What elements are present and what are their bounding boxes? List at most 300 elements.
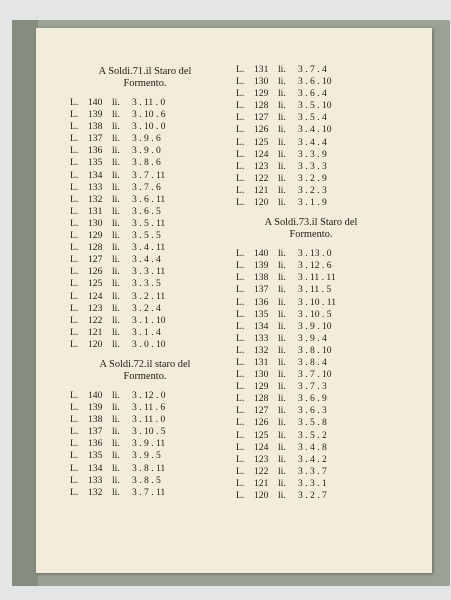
row-lire-mark: L. bbox=[236, 417, 245, 429]
row-li-mark: li. bbox=[112, 109, 120, 121]
row-price: 3 . 9 . 0 bbox=[132, 145, 161, 157]
table-row bbox=[236, 112, 386, 124]
table-row bbox=[236, 173, 386, 185]
row-li-mark: li. bbox=[112, 414, 120, 426]
row-price: 3 . 2 . 3 bbox=[298, 184, 327, 196]
row-quantity: 131 bbox=[254, 64, 269, 75]
row-li-mark: li. bbox=[278, 148, 286, 160]
row-price: 3 . 2 . 9 bbox=[298, 172, 327, 184]
row-lire-mark: L. bbox=[70, 426, 79, 438]
row-price: 3 . 11 . 0 bbox=[132, 414, 166, 426]
row-quantity: 139 bbox=[254, 260, 269, 272]
row-quantity: 131 bbox=[254, 356, 269, 368]
row-li-mark: li. bbox=[278, 429, 286, 441]
table-row bbox=[70, 438, 220, 450]
table-row bbox=[236, 161, 386, 173]
row-li-mark: li. bbox=[278, 88, 286, 100]
table-row bbox=[236, 381, 386, 393]
row-price: 3 . 1 . 10 bbox=[132, 314, 166, 326]
table-row bbox=[236, 197, 386, 209]
row-li-mark: li. bbox=[112, 302, 120, 314]
row-lire-mark: L. bbox=[70, 205, 79, 217]
row-price: 3 . 4 . 8 bbox=[298, 441, 327, 453]
row-lire-mark: L. bbox=[70, 193, 79, 205]
row-lire-mark: L. bbox=[236, 136, 245, 148]
row-li-mark: li. bbox=[112, 462, 120, 474]
row-quantity: 124 bbox=[88, 290, 103, 302]
row-li-mark: li. bbox=[278, 369, 286, 381]
row-price: 3 . 6 . 4 bbox=[298, 88, 327, 100]
row-quantity: 126 bbox=[254, 124, 269, 136]
section-heading bbox=[236, 217, 386, 241]
table-row bbox=[70, 475, 220, 487]
row-quantity: 140 bbox=[88, 389, 103, 401]
row-lire-mark: L. bbox=[236, 112, 245, 124]
row-price: 3 . 12 . 0 bbox=[132, 389, 166, 401]
row-price: 3 . 3 . 5 bbox=[132, 278, 161, 290]
row-quantity: 128 bbox=[88, 242, 103, 254]
row-li-mark: li. bbox=[112, 402, 120, 414]
row-price: 3 . 1 . 4 bbox=[132, 326, 161, 338]
row-price: 3 . 8 . 11 bbox=[132, 462, 166, 474]
row-li-mark: li. bbox=[278, 344, 286, 356]
row-price: 3 . 5 . 8 bbox=[298, 417, 327, 429]
row-quantity: 138 bbox=[88, 414, 103, 426]
row-price: 3 . 10 . 5 bbox=[298, 308, 332, 320]
row-li-mark: li. bbox=[278, 320, 286, 332]
row-price: 3 . 4 . 4 bbox=[132, 254, 161, 266]
row-li-mark: li. bbox=[278, 332, 286, 344]
row-li-mark: li. bbox=[112, 338, 120, 350]
row-li-mark: li. bbox=[112, 230, 120, 242]
row-li-mark: li. bbox=[278, 136, 286, 148]
left-column bbox=[70, 66, 220, 499]
row-quantity: 138 bbox=[254, 272, 269, 284]
row-lire-mark: L. bbox=[236, 184, 245, 196]
row-quantity: 129 bbox=[88, 230, 103, 242]
row-quantity: 127 bbox=[88, 254, 103, 266]
row-lire-mark: L. bbox=[70, 474, 79, 486]
section-heading-line2: Formento. bbox=[123, 78, 167, 89]
row-li-mark: li. bbox=[112, 426, 120, 438]
row-lire-mark: L. bbox=[236, 381, 245, 393]
row-quantity: 132 bbox=[88, 486, 103, 498]
row-li-mark: li. bbox=[112, 278, 120, 290]
row-lire-mark: L. bbox=[236, 64, 245, 75]
row-lire-mark: L. bbox=[236, 320, 245, 332]
row-quantity: 133 bbox=[254, 332, 269, 344]
row-lire-mark: L. bbox=[70, 133, 79, 145]
table-row bbox=[236, 260, 386, 272]
row-quantity: 132 bbox=[254, 344, 269, 356]
row-price: 3 . 6 . 11 bbox=[132, 193, 166, 205]
row-li-mark: li. bbox=[112, 169, 120, 181]
table-row bbox=[236, 284, 386, 296]
table-row bbox=[70, 291, 220, 303]
table-row bbox=[236, 272, 386, 284]
board-spine-shadow bbox=[12, 20, 38, 586]
row-quantity: 136 bbox=[254, 296, 269, 308]
row-price: 3 . 5 . 5 bbox=[132, 230, 161, 242]
table-row bbox=[236, 100, 386, 112]
row-quantity: 137 bbox=[88, 133, 103, 145]
row-lire-mark: L. bbox=[70, 157, 79, 169]
row-price: 3 . 8 . 5 bbox=[132, 474, 161, 486]
row-lire-mark: L. bbox=[236, 369, 245, 381]
table-row bbox=[236, 333, 386, 345]
row-price: 3 . 7 . 10 bbox=[298, 369, 332, 381]
row-quantity: 138 bbox=[88, 121, 103, 133]
table-row bbox=[236, 321, 386, 333]
row-quantity: 120 bbox=[254, 197, 269, 209]
row-price: 3 . 9 . 4 bbox=[298, 332, 327, 344]
table-row bbox=[236, 369, 386, 381]
row-price: 3 . 9 . 10 bbox=[298, 320, 332, 332]
row-price: 3 . 6 . 10 bbox=[298, 76, 332, 88]
row-quantity: 134 bbox=[88, 462, 103, 474]
row-price: 3 . 3 . 9 bbox=[298, 148, 327, 160]
section-heading-line1: A Soldi.71.il Staro del bbox=[98, 66, 192, 77]
row-lire-mark: L. bbox=[70, 169, 79, 181]
row-li-mark: li. bbox=[278, 64, 286, 75]
row-price: 3 . 9 . 11 bbox=[132, 438, 166, 450]
row-quantity: 135 bbox=[88, 450, 103, 462]
row-lire-mark: L. bbox=[236, 441, 245, 453]
row-price: 3 . 8 . 6 bbox=[132, 157, 161, 169]
table-row bbox=[70, 157, 220, 169]
row-quantity: 120 bbox=[254, 490, 269, 501]
table-row bbox=[70, 194, 220, 206]
row-price: 3 . 11 . 0 bbox=[132, 97, 166, 108]
row-li-mark: li. bbox=[278, 405, 286, 417]
row-price: 3 . 0 . 10 bbox=[132, 338, 166, 350]
row-lire-mark: L. bbox=[236, 405, 245, 417]
section-heading-line2: Formento. bbox=[123, 370, 167, 382]
table-row bbox=[236, 185, 386, 197]
row-price: 3 . 5 . 2 bbox=[298, 429, 327, 441]
row-price: 3 . 5 . 10 bbox=[298, 100, 332, 112]
row-price: 3 . 11 . 11 bbox=[298, 272, 336, 284]
table-row bbox=[236, 248, 386, 260]
row-quantity: 131 bbox=[88, 205, 103, 217]
table-row bbox=[236, 405, 386, 417]
row-price: 3 . 5 . 4 bbox=[298, 112, 327, 124]
table-row bbox=[70, 170, 220, 182]
table-row bbox=[236, 309, 386, 321]
row-quantity: 130 bbox=[88, 217, 103, 229]
row-lire-mark: L. bbox=[236, 453, 245, 465]
row-lire-mark: L. bbox=[70, 486, 79, 498]
row-lire-mark: L. bbox=[236, 148, 245, 160]
row-price: 3 . 3 . 7 bbox=[298, 465, 327, 477]
row-quantity: 130 bbox=[254, 369, 269, 381]
row-quantity: 125 bbox=[254, 136, 269, 148]
row-lire-mark: L. bbox=[70, 242, 79, 254]
row-quantity: 126 bbox=[88, 266, 103, 278]
row-lire-mark: L. bbox=[70, 230, 79, 242]
table-row bbox=[70, 463, 220, 475]
row-price: 3 . 11 . 6 bbox=[132, 402, 166, 414]
row-lire-mark: L. bbox=[236, 197, 245, 209]
row-lire-mark: L. bbox=[70, 145, 79, 157]
row-quantity: 139 bbox=[88, 109, 103, 121]
row-lire-mark: L. bbox=[236, 160, 245, 172]
row-li-mark: li. bbox=[278, 160, 286, 172]
row-li-mark: li. bbox=[278, 393, 286, 405]
row-li-mark: li. bbox=[278, 112, 286, 124]
row-quantity: 134 bbox=[88, 169, 103, 181]
row-price: 3 . 4 . 2 bbox=[298, 453, 327, 465]
row-price: 3 . 10 . 11 bbox=[298, 296, 337, 308]
table-row bbox=[70, 218, 220, 230]
table-row bbox=[236, 88, 386, 100]
row-quantity: 132 bbox=[88, 193, 103, 205]
row-price: 3 . 6 . 3 bbox=[298, 405, 327, 417]
row-quantity: 127 bbox=[254, 112, 269, 124]
section-heading bbox=[70, 359, 220, 383]
row-quantity: 137 bbox=[254, 284, 269, 296]
table-row bbox=[236, 297, 386, 309]
section-heading-line1: A Soldi.73.il Staro del bbox=[264, 217, 358, 229]
row-li-mark: li. bbox=[278, 417, 286, 429]
row-price: 3 . 7 . 11 bbox=[132, 169, 166, 181]
table-row bbox=[236, 478, 386, 490]
row-li-mark: li. bbox=[278, 308, 286, 320]
row-price: 3 . 1 . 9 bbox=[298, 197, 327, 209]
row-lire-mark: L. bbox=[236, 100, 245, 112]
table-row bbox=[70, 242, 220, 254]
row-price: 3 . 7 . 3 bbox=[298, 381, 327, 393]
table-row bbox=[236, 393, 386, 405]
row-quantity: 123 bbox=[88, 302, 103, 314]
table-row bbox=[70, 426, 220, 438]
row-quantity: 140 bbox=[254, 248, 269, 260]
row-li-mark: li. bbox=[278, 197, 286, 209]
row-quantity: 126 bbox=[254, 417, 269, 429]
row-price: 3 . 8 . 4 bbox=[298, 356, 327, 368]
row-li-mark: li. bbox=[278, 76, 286, 88]
row-lire-mark: L. bbox=[70, 338, 79, 350]
row-li-mark: li. bbox=[278, 441, 286, 453]
row-li-mark: li. bbox=[112, 242, 120, 254]
row-li-mark: li. bbox=[112, 217, 120, 229]
row-lire-mark: L. bbox=[236, 332, 245, 344]
row-price: 3 . 10 . 6 bbox=[132, 109, 166, 121]
table-row bbox=[236, 149, 386, 161]
row-quantity: 125 bbox=[254, 429, 269, 441]
row-lire-mark: L. bbox=[70, 450, 79, 462]
row-quantity: 121 bbox=[254, 477, 269, 489]
row-li-mark: li. bbox=[278, 465, 286, 477]
row-quantity: 122 bbox=[254, 465, 269, 477]
row-lire-mark: L. bbox=[70, 438, 79, 450]
row-lire-mark: L. bbox=[70, 462, 79, 474]
row-price: 3 . 5 . 11 bbox=[132, 217, 166, 229]
row-lire-mark: L. bbox=[70, 302, 79, 314]
table-row bbox=[70, 487, 220, 499]
row-lire-mark: L. bbox=[236, 477, 245, 489]
row-price: 3 . 8 . 10 bbox=[298, 344, 332, 356]
row-lire-mark: L. bbox=[70, 326, 79, 338]
row-lire-mark: L. bbox=[236, 248, 245, 260]
row-lire-mark: L. bbox=[70, 121, 79, 133]
table-row bbox=[70, 315, 220, 327]
table-row bbox=[236, 357, 386, 369]
row-lire-mark: L. bbox=[236, 490, 245, 501]
row-li-mark: li. bbox=[112, 205, 120, 217]
row-quantity: 121 bbox=[254, 184, 269, 196]
row-li-mark: li. bbox=[278, 490, 286, 501]
row-quantity: 125 bbox=[88, 278, 103, 290]
row-price: 3 . 7 . 4 bbox=[298, 64, 327, 75]
table-row bbox=[236, 345, 386, 357]
table-row bbox=[236, 442, 386, 454]
section-heading bbox=[70, 66, 220, 90]
row-quantity: 134 bbox=[254, 320, 269, 332]
row-li-mark: li. bbox=[278, 381, 286, 393]
row-quantity: 123 bbox=[254, 160, 269, 172]
row-quantity: 121 bbox=[88, 326, 103, 338]
row-lire-mark: L. bbox=[236, 393, 245, 405]
row-li-mark: li. bbox=[278, 184, 286, 196]
row-lire-mark: L. bbox=[236, 284, 245, 296]
section-heading-line2: Formento. bbox=[289, 229, 333, 241]
row-quantity: 137 bbox=[88, 426, 103, 438]
row-price: 3 . 2 . 11 bbox=[132, 290, 166, 302]
row-quantity: 136 bbox=[88, 145, 103, 157]
table-row bbox=[70, 182, 220, 194]
row-price: 3 . 2 . 7 bbox=[298, 490, 327, 501]
row-lire-mark: L. bbox=[236, 124, 245, 136]
row-quantity: 127 bbox=[254, 405, 269, 417]
table-row bbox=[236, 64, 386, 76]
row-price: 3 . 3 . 3 bbox=[298, 160, 327, 172]
row-li-mark: li. bbox=[278, 172, 286, 184]
row-quantity: 122 bbox=[88, 314, 103, 326]
table-row bbox=[70, 145, 220, 157]
right-column bbox=[236, 64, 386, 502]
row-lire-mark: L. bbox=[70, 97, 79, 108]
row-li-mark: li. bbox=[278, 356, 286, 368]
row-quantity: 133 bbox=[88, 474, 103, 486]
row-quantity: 139 bbox=[88, 402, 103, 414]
row-price: 3 . 10 . 5 bbox=[132, 426, 166, 438]
row-price: 3 . 11 . 5 bbox=[298, 284, 332, 296]
row-li-mark: li. bbox=[112, 193, 120, 205]
row-price: 3 . 3 . 1 bbox=[298, 477, 327, 489]
row-li-mark: li. bbox=[112, 121, 120, 133]
row-lire-mark: L. bbox=[70, 290, 79, 302]
table-row bbox=[70, 450, 220, 462]
row-lire-mark: L. bbox=[236, 344, 245, 356]
row-price: 3 . 2 . 4 bbox=[132, 302, 161, 314]
table-row bbox=[70, 230, 220, 242]
row-lire-mark: L. bbox=[70, 217, 79, 229]
row-li-mark: li. bbox=[112, 145, 120, 157]
row-lire-mark: L. bbox=[70, 181, 79, 193]
row-li-mark: li. bbox=[112, 486, 120, 498]
row-lire-mark: L. bbox=[236, 76, 245, 88]
row-price: 3 . 9 . 5 bbox=[132, 450, 161, 462]
row-lire-mark: L. bbox=[236, 272, 245, 284]
row-quantity: 128 bbox=[254, 393, 269, 405]
table-row bbox=[70, 339, 220, 351]
row-quantity: 133 bbox=[88, 181, 103, 193]
row-li-mark: li. bbox=[278, 296, 286, 308]
row-li-mark: li. bbox=[112, 450, 120, 462]
row-quantity: 135 bbox=[88, 157, 103, 169]
row-li-mark: li. bbox=[112, 326, 120, 338]
row-li-mark: li. bbox=[112, 133, 120, 145]
row-quantity: 123 bbox=[254, 453, 269, 465]
row-lire-mark: L. bbox=[70, 402, 79, 414]
row-li-mark: li. bbox=[112, 290, 120, 302]
row-price: 3 . 7 . 6 bbox=[132, 181, 161, 193]
row-lire-mark: L. bbox=[236, 465, 245, 477]
row-quantity: 129 bbox=[254, 88, 269, 100]
row-li-mark: li. bbox=[112, 181, 120, 193]
row-quantity: 136 bbox=[88, 438, 103, 450]
row-li-mark: li. bbox=[278, 248, 286, 260]
row-li-mark: li. bbox=[112, 389, 120, 401]
row-lire-mark: L. bbox=[70, 254, 79, 266]
table-row bbox=[70, 133, 220, 145]
row-quantity: 130 bbox=[254, 76, 269, 88]
row-li-mark: li. bbox=[112, 266, 120, 278]
table-row bbox=[70, 402, 220, 414]
row-price: 3 . 13 . 0 bbox=[298, 248, 332, 260]
row-price: 3 . 7 . 11 bbox=[132, 486, 166, 498]
row-lire-mark: L. bbox=[236, 308, 245, 320]
table-row bbox=[70, 109, 220, 121]
table-row bbox=[236, 454, 386, 466]
row-li-mark: li. bbox=[278, 100, 286, 112]
row-price: 3 . 6 . 9 bbox=[298, 393, 327, 405]
row-quantity: 129 bbox=[254, 381, 269, 393]
row-price: 3 . 4 . 10 bbox=[298, 124, 332, 136]
row-lire-mark: L. bbox=[70, 389, 79, 401]
table-row bbox=[70, 303, 220, 315]
row-lire-mark: L. bbox=[236, 172, 245, 184]
row-quantity: 122 bbox=[254, 172, 269, 184]
table-row bbox=[70, 254, 220, 266]
table-row bbox=[70, 206, 220, 218]
row-quantity: 124 bbox=[254, 148, 269, 160]
row-lire-mark: L. bbox=[70, 278, 79, 290]
table-row bbox=[70, 327, 220, 339]
row-li-mark: li. bbox=[112, 474, 120, 486]
table-row bbox=[236, 417, 386, 429]
row-li-mark: li. bbox=[112, 438, 120, 450]
row-lire-mark: L. bbox=[236, 88, 245, 100]
section-heading-line1: A Soldi.72.il staro del bbox=[99, 358, 191, 370]
row-price: 3 . 4 . 11 bbox=[132, 242, 166, 254]
row-lire-mark: L. bbox=[236, 260, 245, 272]
row-li-mark: li. bbox=[278, 260, 286, 272]
row-lire-mark: L. bbox=[70, 109, 79, 121]
row-price: 3 . 12 . 6 bbox=[298, 260, 332, 272]
table-row bbox=[70, 266, 220, 278]
row-lire-mark: L. bbox=[70, 414, 79, 426]
row-lire-mark: L. bbox=[236, 429, 245, 441]
table-row bbox=[236, 124, 386, 136]
row-quantity: 128 bbox=[254, 100, 269, 112]
row-lire-mark: L. bbox=[70, 314, 79, 326]
row-li-mark: li. bbox=[278, 284, 286, 296]
table-row bbox=[70, 390, 220, 402]
row-li-mark: li. bbox=[278, 453, 286, 465]
row-li-mark: li. bbox=[278, 272, 286, 284]
